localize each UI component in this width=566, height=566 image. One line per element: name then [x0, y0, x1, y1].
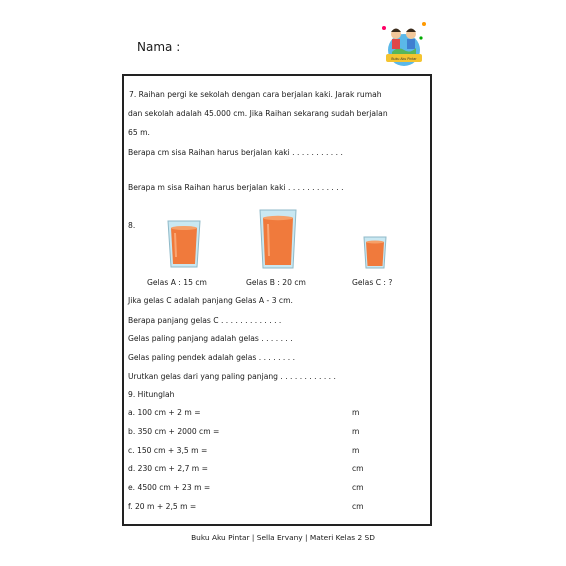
q9-item-f: f. 20 m + 2,5 m =: [128, 502, 197, 511]
q9-item-e: e. 4500 cm + 23 m =: [128, 483, 211, 492]
q8-ask4: Urutkan gelas dari yang paling panjang . . . . . . . . . . . .: [128, 372, 336, 381]
glass-a-icon: [166, 219, 202, 269]
q9-item-d: d. 230 cm + 2,7 m =: [128, 464, 208, 473]
glass-b-label: Gelas B : 20 cm: [246, 278, 306, 287]
footer-credit: Buku Aku Pintar | Sella Ervany | Materi Kelas 2 SD: [191, 533, 375, 542]
q7-ask-cm: Berapa cm sisa Raihan harus berjalan kaki . . . . . . . . . . .: [128, 148, 343, 157]
glass-c-icon: [363, 236, 387, 269]
q9-unit-a: m: [352, 408, 360, 417]
glass-a-label: Gelas A : 15 cm: [147, 278, 207, 287]
logo-text: Buku Aku Pintar: [391, 57, 417, 61]
q9-unit-d: cm: [352, 464, 364, 473]
q8-ask2: Gelas paling panjang adalah gelas . . . . . . .: [128, 334, 293, 343]
q7-line1: 7. Raihan pergi ke sekolah dengan cara berjalan kaki. Jarak rumah: [129, 90, 382, 99]
q8-ask3: Gelas paling pendek adalah gelas . . . . . . . .: [128, 353, 295, 362]
q9-unit-c: m: [352, 446, 360, 455]
book-logo: [376, 14, 432, 68]
q7-line3: 65 m.: [128, 128, 150, 137]
q7-ask-m: Berapa m sisa Raihan harus berjalan kaki . . . . . . . . . . . .: [128, 183, 344, 192]
q8-statement: Jika gelas C adalah panjang Gelas A - 3 cm.: [128, 296, 293, 305]
nama-label: Nama :: [137, 40, 181, 54]
q9-unit-e: cm: [352, 483, 364, 492]
q9-unit-b: m: [352, 427, 360, 436]
glass-b-icon: [258, 208, 298, 270]
q9-unit-f: cm: [352, 502, 364, 511]
q9-item-c: c. 150 cm + 3,5 m =: [128, 446, 208, 455]
q7-line2: dan sekolah adalah 45.000 cm. Jika Raihan sekarang sudah berjalan: [128, 109, 388, 118]
q8-ask1: Berapa panjang gelas C . . . . . . . . . . . . .: [128, 316, 282, 325]
q9-item-a: a. 100 cm + 2 m =: [128, 408, 201, 417]
q9-title: 9. Hitunglah: [128, 390, 175, 399]
q9-item-b: b. 350 cm + 2000 cm =: [128, 427, 220, 436]
q8-number: 8.: [128, 221, 136, 230]
glass-c-label: Gelas C : ?: [352, 278, 393, 287]
